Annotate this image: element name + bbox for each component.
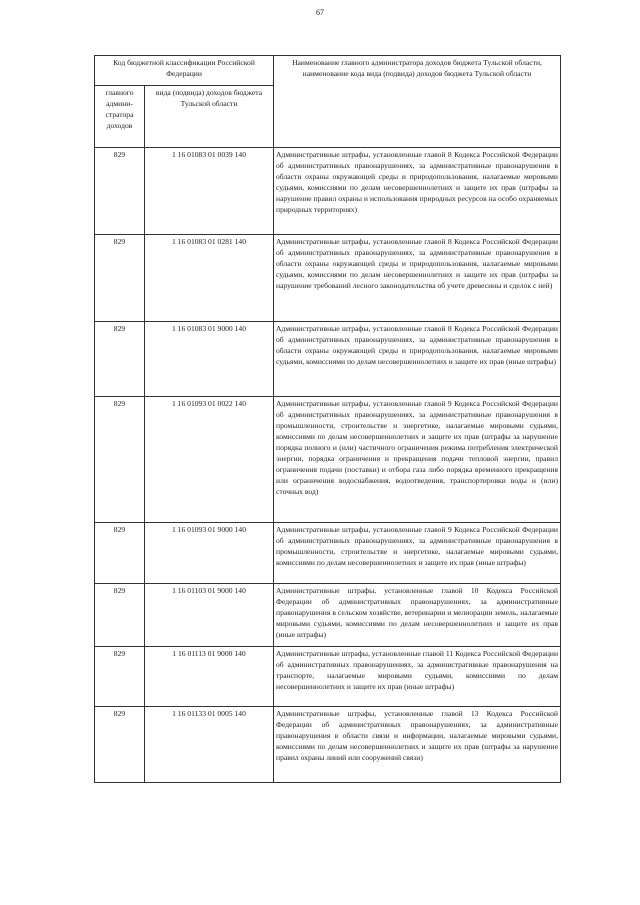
revenue-name-cell: Административные штрафы, установленные главой 8 Кодекса Российской Федерации об административных правонарушениях, за административные правонарушения в области охраны окружающей среды и природопользования, налагаемые мировыми судьями, комиссиями по делам несовершеннолетних и защите их прав (штрафы за нарушение правил охраны и использования природных ресурсов на особо охраняемых природных территориях) (274, 148, 561, 235)
revenue-code-cell: 1 16 01083 01 0039 140 (145, 148, 274, 235)
type-column-header: вида (подвида) доходов бюджета Тульской области (145, 86, 274, 148)
revenue-code-cell: 1 16 01103 01 9000 140 (145, 584, 274, 647)
revenue-name-cell: Административные штрафы, установленные главой 10 Кодекса Российской Федерации об административных правонарушениях, за административные правонарушения в сельском хозяйстве, ветеринарии и мелиорации земель, налагаемые мировыми судьями, комиссиями по делам несовершеннолетних и защите их прав (иные штрафы) (274, 584, 561, 647)
admin-code-cell: 829 (95, 647, 145, 707)
revenue-name-cell: Административные штрафы, установленные главой 8 Кодекса Российской Федерации об административных правонарушениях, за административные правонарушения в области охраны окружающей среды и природопользования, налагаемые мировыми судьями, комиссиями по делам несовершеннолетних и защите их прав (иные штрафы) (274, 322, 561, 397)
admin-column-header: главного админи-стратора доходов (95, 86, 145, 148)
table-row (95, 322, 561, 397)
revenue-code-cell: 1 16 01093 01 0022 140 (145, 397, 274, 523)
revenue-code-cell: 1 16 01093 01 9000 140 (145, 523, 274, 584)
name-column-header: Наименование главного администратора доходов бюджета Тульской области, наименование кода вида (подвида) доходов бюджета Тульской области (274, 56, 561, 148)
revenue-code-cell: 1 16 01113 01 9000 140 (145, 647, 274, 707)
code-group-header: Код бюджетной классификации Российской Федерации (95, 56, 274, 86)
table-row (95, 707, 561, 783)
admin-code-cell: 829 (95, 322, 145, 397)
table-row (95, 397, 561, 523)
revenue-code-cell: 1 16 01083 01 9000 140 (145, 322, 274, 397)
table-row (95, 148, 561, 235)
admin-code-cell: 829 (95, 397, 145, 523)
table-row (95, 523, 561, 584)
revenue-name-cell: Административные штрафы, установленные главой 13 Кодекса Российской Федерации об административных правонарушениях, за административные правонарушения в области связи и информации, налагаемые мировыми судьями, комиссиями по делам несовершеннолетних и защите их прав (штрафы за нарушение правил охраны линий или сооружений связи) (274, 707, 561, 783)
revenue-name-cell: Административные штрафы, установленные главой 9 Кодекса Российской Федерации об административных правонарушениях, за административные правонарушения в промышленности, строительстве и энергетике, налагаемые мировыми судьями, комиссиями по делам несовершеннолетних и защите их прав (штрафы за нарушение порядка полного и (или) частичного ограничения режима потребления электрической энергии, порядка ограничения и прекращения подачи тепловой энергии, правил ограничения подачи (поставки) и отбора газа либо порядка временного прекращения или ограничения водоснабжения, водоотведения, транспортировки воды и (или) сточных вод) (274, 397, 561, 523)
revenue-name-cell: Административные штрафы, установленные главой 11 Кодекса Российской Федерации об административных правонарушениях, за административные правонарушения на транспорте, налагаемые мировыми судьями, комиссиями по делам несовершеннолетних и защите их прав (иные штрафы) (274, 647, 561, 707)
admin-code-cell: 829 (95, 707, 145, 783)
revenue-code-cell: 1 16 01133 01 0005 140 (145, 707, 274, 783)
revenue-name-cell: Административные штрафы, установленные главой 9 Кодекса Российской Федерации об административных правонарушениях, за административные правонарушения в промышленности, строительстве и энергетике, налагаемые мировыми судьями, комиссиями по делам несовершеннолетних и защите их прав (иные штрафы) (274, 523, 561, 584)
revenue-code-cell: 1 16 01083 01 0281 140 (145, 235, 274, 322)
revenue-code-table (94, 55, 561, 783)
admin-code-cell: 829 (95, 584, 145, 647)
page-number: 67 (316, 8, 324, 17)
table-row (95, 647, 561, 707)
admin-code-cell: 829 (95, 148, 145, 235)
admin-code-cell: 829 (95, 235, 145, 322)
revenue-name-cell: Административные штрафы, установленные главой 8 Кодекса Российской Федерации об административных правонарушениях, за административные правонарушения в области охраны окружающей среды и природопользования, налагаемые мировыми судьями, комиссиями по делам несовершеннолетних и защите их прав (штрафы за нарушение требований лесного законодательства об учете древесины и сделок с ней) (274, 235, 561, 322)
table-row (95, 584, 561, 647)
admin-code-cell: 829 (95, 523, 145, 584)
table-row (95, 235, 561, 322)
